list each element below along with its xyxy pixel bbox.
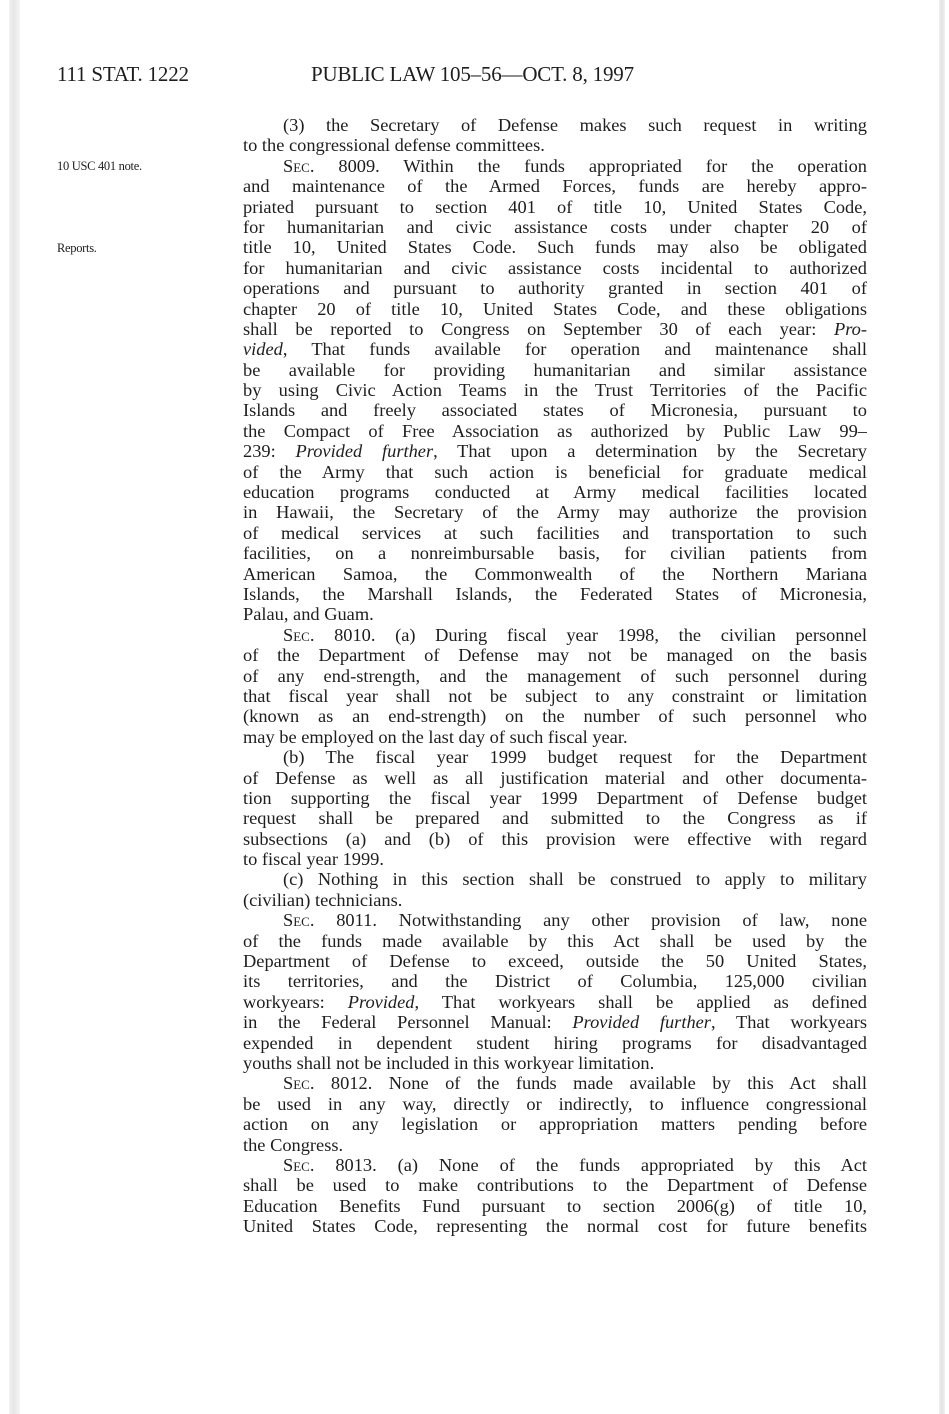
text-line — [243, 502, 867, 522]
italic-proviso: Pro- — [833, 318, 867, 339]
text-line — [243, 441, 867, 461]
text-line — [243, 584, 867, 604]
text-line — [243, 727, 867, 747]
text-line — [243, 400, 867, 420]
text-run: 8010. (a) During fiscal year 1998, the civilian personnel — [314, 624, 867, 645]
text-run: may be employed on the last day of such fiscal year. — [243, 726, 628, 747]
section-label: Sec. — [283, 910, 315, 931]
section-label: Sec. — [283, 155, 315, 176]
text-line — [243, 176, 867, 196]
text-run: Islands and freely associated states of Micronesia, pursuant to — [243, 400, 867, 421]
text-line — [243, 666, 867, 686]
text-run: the Compact of Free Association as authorized by Public Law 99– — [243, 420, 867, 441]
text-run: chapter 20 of title 10, United States Code, and these obligations — [243, 298, 867, 319]
text-run: expended in dependent student hiring programs for disadvantaged — [243, 1032, 867, 1053]
margin-note: 10 USC 401 note. — [57, 159, 142, 173]
text-run: youths shall not be included in this workyear limitation. — [243, 1052, 655, 1073]
text-line — [243, 788, 867, 808]
text-run: its territories, and the District of Columbia, 125,000 civilian — [243, 971, 867, 992]
text-line — [243, 462, 867, 482]
text-line — [243, 299, 867, 319]
text-run: of medical services at such facilities and transportation to such — [243, 522, 867, 543]
text-line — [243, 910, 867, 930]
text-line — [243, 1135, 867, 1155]
text-run: 8013. (a) None of the funds appropriated by this Act — [314, 1154, 867, 1175]
italic-proviso: Provided further — [572, 1012, 711, 1033]
text-line — [243, 992, 867, 1012]
text-run: education programs conducted at Army medical facilities located — [243, 482, 867, 503]
text-line — [243, 156, 867, 176]
text-line — [243, 849, 867, 869]
text-line — [243, 686, 867, 706]
margin-note: Reports. — [57, 241, 97, 255]
text-line — [243, 951, 867, 971]
text-run: 8012. None of the funds made available by this Act shall — [314, 1073, 867, 1094]
section-label: Sec. — [283, 1154, 315, 1175]
text-run: , That funds available for operation and maintenance shall — [282, 339, 867, 360]
text-run: Palau, and Guam. — [243, 604, 374, 625]
text-run: of the Department of Defense may not be managed on the basis — [243, 645, 867, 666]
page-header — [57, 62, 877, 92]
text-run: of Defense as well as all justification material and other documenta- — [243, 767, 867, 788]
text-line — [243, 1196, 867, 1216]
scan-edge-right — [939, 0, 945, 1414]
text-line — [243, 1053, 867, 1073]
text-line — [243, 706, 867, 726]
text-line — [243, 747, 867, 767]
text-line — [243, 1073, 867, 1093]
text-run: for humanitarian and civic assistance costs under chapter 20 of — [243, 216, 867, 237]
text-line — [243, 1033, 867, 1053]
italic-proviso: Provided further — [295, 441, 434, 462]
text-line — [243, 1175, 867, 1195]
text-line — [243, 339, 867, 359]
text-line — [243, 1155, 867, 1175]
text-run: to fiscal year 1999. — [243, 849, 384, 870]
text-line — [243, 258, 867, 278]
text-line — [243, 1216, 867, 1236]
text-run: operations and pursuant to authority granted in section 401 of — [243, 278, 867, 299]
text-run: request shall be prepared and submitted to the Congress as if — [243, 808, 867, 829]
text-run: to the congressional defense committees. — [243, 135, 545, 156]
text-line — [243, 604, 867, 624]
text-line — [243, 829, 867, 849]
text-run: for humanitarian and civic assistance costs incidental to authorized — [243, 257, 867, 278]
text-line — [243, 543, 867, 563]
text-run: in Hawaii, the Secretary of the Army may authorize the provision — [243, 502, 867, 523]
section-label: Sec. — [283, 624, 315, 645]
text-line — [243, 808, 867, 828]
text-run: Islands, the Marshall Islands, the Federated States of Micronesia, — [243, 583, 867, 604]
text-run: , That workyears — [710, 1012, 867, 1033]
text-line — [243, 869, 867, 889]
text-line — [243, 768, 867, 788]
text-line — [243, 319, 867, 339]
text-run: be used in any way, directly or indirectly, to influence congressional — [243, 1093, 867, 1114]
text-run: of any end-strength, and the management of such personnel during — [243, 665, 867, 686]
text-run: , That upon a determination by the Secretary — [433, 441, 867, 462]
text-line — [243, 564, 867, 584]
text-run: shall be reported to Congress on September 30 of each year: — [243, 318, 834, 339]
text-line — [243, 278, 867, 298]
statute-page-reference: 111 STAT. 1222 — [57, 62, 189, 86]
text-run: , That workyears shall be applied as defined — [414, 991, 867, 1012]
text-line — [243, 931, 867, 951]
text-line — [243, 360, 867, 380]
text-line — [243, 645, 867, 665]
text-run: priated pursuant to section 401 of title 10, United States Code, — [243, 196, 867, 217]
text-line — [243, 421, 867, 441]
text-run: subsections (a) and (b) of this provision were effective with regard — [243, 828, 867, 849]
text-run: that fiscal year shall not be subject to any constraint or limitation — [243, 685, 867, 706]
text-run: American Samoa, the Commonwealth of the Northern Mariana — [243, 563, 867, 584]
text-run: Education Benefits Fund pursuant to section 2006(g) of title 10, — [243, 1195, 867, 1216]
text-run: of the funds made available by this Act shall be used by the — [243, 930, 867, 951]
text-run: in the Federal Personnel Manual: — [243, 1012, 573, 1033]
text-line — [243, 217, 867, 237]
text-line — [243, 625, 867, 645]
text-line — [243, 523, 867, 543]
italic-proviso: Provided — [347, 991, 415, 1012]
text-run: title 10, United States Code. Such funds may also be obligated — [243, 237, 867, 258]
text-line — [243, 1114, 867, 1134]
text-run: United States Code, representing the normal cost for future benefits — [243, 1216, 867, 1237]
text-run: (known as an end-strength) on the number of such personnel who — [243, 706, 867, 727]
text-run: 239: — [243, 441, 296, 462]
text-line — [243, 482, 867, 502]
public-law-title: PUBLIC LAW 105–56—OCT. 8, 1997 — [311, 62, 634, 86]
text-line — [243, 237, 867, 257]
document-body — [243, 115, 867, 1236]
scan-edge-left — [9, 0, 20, 1414]
text-run: of the Army that such action is beneficial for graduate medical — [243, 461, 867, 482]
text-run: (civilian) technicians. — [243, 889, 403, 910]
italic-proviso: vided — [243, 339, 283, 360]
text-line — [243, 971, 867, 991]
text-run: 8009. Within the funds appropriated for the operation — [314, 155, 867, 176]
text-run: action on any legislation or appropriation matters pending before — [243, 1114, 867, 1135]
text-line — [243, 1094, 867, 1114]
text-line — [243, 1012, 867, 1032]
text-line — [243, 380, 867, 400]
text-run: the Congress. — [243, 1134, 344, 1155]
text-run: (b) The fiscal year 1999 budget request for the Department — [283, 747, 867, 768]
text-line — [243, 197, 867, 217]
text-run: be available for providing humanitarian and similar assistance — [243, 359, 867, 380]
text-run: Department of Defense to exceed, outside the 50 United States, — [243, 951, 867, 972]
text-run: 8011. Notwithstanding any other provision of law, none — [314, 910, 867, 931]
text-run: and maintenance of the Armed Forces, funds are hereby appro- — [243, 176, 867, 197]
text-run: by using Civic Action Teams in the Trust Territories of the Pacific — [243, 380, 867, 401]
text-run: tion supporting the fiscal year 1999 Department of Defense budget — [243, 787, 867, 808]
text-line — [243, 115, 867, 135]
text-line — [243, 890, 867, 910]
text-run: workyears: — [243, 991, 348, 1012]
text-run: facilities, on a nonreimbursable basis, for civilian patients from — [243, 543, 867, 564]
text-line — [243, 135, 867, 155]
text-run: (3) the Secretary of Defense makes such request in writing — [283, 115, 867, 135]
section-label: Sec. — [283, 1073, 315, 1094]
text-run: shall be used to make contributions to the Department of Defense — [243, 1175, 867, 1196]
text-run: (c) Nothing in this section shall be construed to apply to military — [283, 869, 867, 890]
